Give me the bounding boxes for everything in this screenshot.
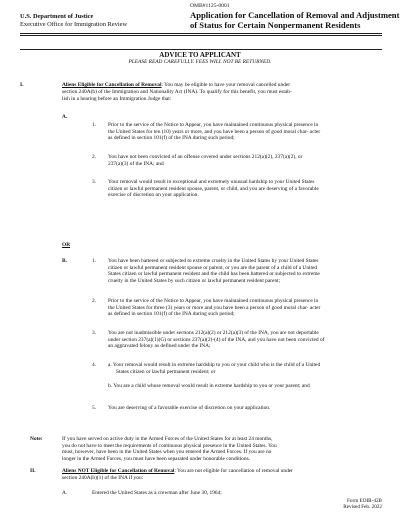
item-number: 3. (92, 179, 97, 185)
note-line: longer in the Armed Forces, you must have been separated under honorable conditions. (62, 455, 251, 462)
form-title-line: Application for Cancellation of Removal and Adjustment (190, 10, 400, 20)
section-intro-line: section 240A(b)(1) of the INA if you: (62, 475, 144, 481)
item-text-line: You are deserving of a favorable exercise of discretion on your application. (108, 405, 271, 411)
section-numeral: II. (30, 468, 36, 474)
form-number: Form EOIR-42B (346, 498, 382, 504)
note-line: If you have served on active duty in the Armed Forces of the United States for at least 24 months, (62, 436, 273, 442)
item-text-line: the United States for ten (10) years or more, and you have been a person of good moral char- acter (108, 128, 321, 135)
item-number: 1. (92, 258, 97, 264)
section-heading: Aliens NOT Eligible for Cancellation of Removal (62, 468, 175, 474)
note-line: must, however, have been in the United States when you entered the Armed Forces. If you are no (62, 449, 272, 456)
form-title (190, 10, 399, 30)
item-text-line: as defined in section 101(f) of the INA during such period; (108, 135, 235, 142)
advice-heading: ADVICE TO APPLICANT (159, 51, 241, 59)
note-line: you do not have to meet the requirements of continuous physical presence in the United States. You (62, 442, 277, 449)
item-text-line: Prior to the service of the Notice to Appear, you have maintained continuous physical presence in (108, 298, 319, 304)
item-text-line: citizen or lawful permanent resident spouse, parent, or child, and you are deserving of a favorable (108, 185, 319, 192)
item-text-line: as defined in section 101(f) of the INA during such period; (108, 311, 235, 318)
or-label: OR (62, 242, 71, 248)
section-numeral: I. (20, 82, 24, 88)
item-text-line: States citizen or lawful permanent resident; or (116, 368, 216, 375)
agency-name: U.S. Department of Justice (20, 13, 94, 20)
item-text-line: the United States for three (3) years or more and you have been a person of good moral char- acter (108, 304, 321, 311)
item-text-line: b. You are a child whose removal would result in extreme hardship to you or your parent; and (108, 383, 310, 389)
item-number: 4. (92, 362, 97, 368)
section-intro (62, 82, 290, 88)
section-intro-text: : You may be eligible to have your removal cancelled under (161, 82, 291, 88)
advice-subheading: PLEASE READ CAREFULLY. FEES WILL NOT BE RETURNED. (128, 59, 272, 65)
section-heading: Aliens Eligible for Cancellation of Removal (62, 82, 162, 88)
item-text-line: cruelty in the United States by such citizen or lawful permanent resident parent; (108, 277, 281, 284)
section-intro-text: : You are not eligible for cancellation of removal under (174, 468, 293, 474)
item-number: 5. (92, 405, 97, 411)
item-number: 3. (92, 330, 97, 336)
revision-date: Revised Feb. 2022 (343, 504, 382, 511)
item-text-line: 237(a)(3) of the INA; and (108, 160, 164, 167)
advice-rule (20, 49, 382, 50)
subsection-letter: B. (62, 258, 67, 264)
section-intro (62, 468, 293, 474)
item-text-line: a. Your removal would result in extreme hardship to you or your child who is the child of a United (108, 362, 321, 368)
item-text-line: You have been battered or subjected to extreme cruelty in the United States by your United States (108, 258, 319, 264)
item-text-line: Prior to the service of the Notice to Appear, you have maintained continuous physical presence in (108, 122, 319, 128)
note-label: Note: (30, 436, 43, 442)
section-intro-line: section 240A(b) of the Immigration and Nationality Act (INA). To qualify for this benefit, you must estab- (62, 89, 292, 95)
agency-office: Executive Office for Immigration Review (20, 20, 128, 28)
subsection-text: Entered the United States as a crewman after June 30, 1964; (92, 490, 222, 496)
form-title-line: of Status for Certain Nonpermanent Residents (190, 20, 361, 30)
item-text-line: You have not been convicted of an offense covered under sections 212(a)(2), 237(a)(2), or (108, 154, 303, 160)
subsection-letter: A. (62, 490, 68, 496)
agency-block (20, 13, 127, 28)
item-text-line: an aggravated felony as defined under the INA; (108, 343, 211, 350)
item-text-line: citizen or lawful permanent resident spouse or parent, or you are the parent of a child of a United (108, 264, 318, 271)
form-footer (343, 498, 382, 510)
item-text-line: exercise of discretion on your application. (108, 192, 199, 199)
section-intro-line: lish in a hearing before an Immigration Judge that: (62, 96, 172, 102)
header-rule (20, 33, 382, 34)
subsection-letter: A. (62, 114, 68, 120)
omb-number: OMB#1125-0001 (190, 3, 230, 9)
item-number: 1. (92, 122, 97, 128)
item-text-line: States citizen or lawful permanent resident and the child has been battered or subjected to extreme (108, 271, 320, 278)
item-text-line: Your removal would result in exceptional and extremely unusual hardship to your United States (108, 179, 315, 185)
header-rule (20, 35, 382, 36)
item-text-line: under section 237(a)(1)(G) or sections 237(a)(2)-(4) of the INA, and you have not been convicted of (108, 336, 325, 343)
item-number: 2. (92, 298, 97, 304)
item-number: 2. (92, 154, 97, 160)
item-text-line: You are not inadmissible under sections 212(a)(2) or 212(a)(3) of the INA, you are not deportable (108, 330, 319, 336)
